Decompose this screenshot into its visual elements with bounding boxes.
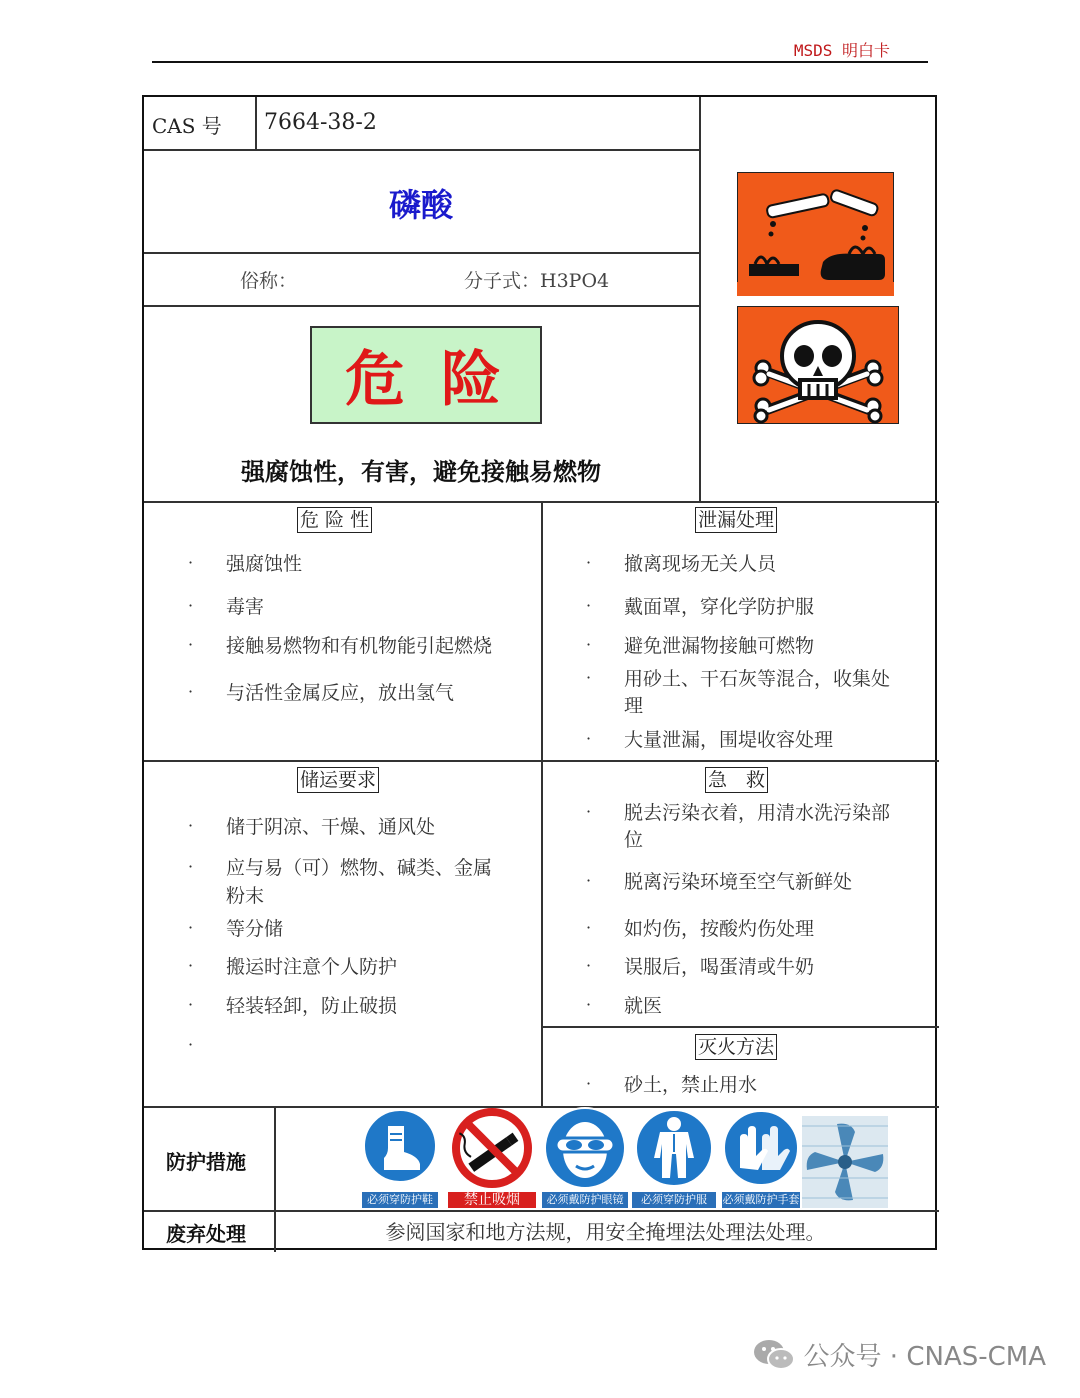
- list-item-continuation: 位: [624, 829, 644, 851]
- formula-label: 分子式：H3PO4: [464, 270, 610, 292]
- list-item: 轻装轻卸，防止破损: [226, 995, 398, 1017]
- divider: [541, 1026, 939, 1028]
- storage-section-title: 储运要求: [297, 767, 379, 793]
- divider: [144, 305, 700, 307]
- list-item: 砂土，禁止用水: [624, 1074, 758, 1096]
- divider: [541, 501, 543, 1107]
- firstaid-section-title: 急 救: [705, 767, 768, 793]
- bullet: ·: [586, 802, 592, 821]
- bullet: ·: [586, 995, 592, 1014]
- list-item: 接触易燃物和有机物能引起燃烧: [226, 635, 493, 657]
- toxic-skull-pictogram-icon: [737, 306, 899, 424]
- protection-label: 防护措施: [166, 1150, 246, 1174]
- corrosive-pictogram-icon: [737, 172, 894, 296]
- watermark-text: 公众号 · CNAS-CMA: [803, 1342, 1046, 1372]
- divider: [144, 252, 700, 254]
- list-item: 大量泄漏，围堤收容处理: [624, 729, 834, 751]
- list-item: 脱去污染衣着，用清水洗污染部: [624, 802, 891, 824]
- list-item: 等分储: [226, 918, 284, 940]
- divider: [144, 1210, 939, 1212]
- icon-caption: 必须戴防护眼镜: [542, 1192, 628, 1208]
- list-item: 戴面罩，穿化学防护服: [624, 596, 815, 618]
- ventilation-fan-icon: [802, 1116, 888, 1208]
- list-item: 应与易（可）燃物、碱类、金属: [226, 857, 493, 879]
- no-smoking-icon: [448, 1108, 536, 1208]
- bullet: ·: [586, 871, 592, 890]
- bullet: ·: [188, 596, 194, 615]
- divider: [144, 760, 939, 762]
- alias-label: 俗称：: [240, 270, 298, 292]
- fire-section-title: 灭火方法: [695, 1034, 777, 1060]
- bullet: ·: [188, 1035, 194, 1054]
- goggles-icon: [542, 1106, 628, 1208]
- bullet: ·: [586, 956, 592, 975]
- list-item: 脱离污染环境至空气新鲜处: [624, 871, 853, 893]
- list-item: 与活性金属反应，放出氢气: [226, 682, 455, 704]
- bullet: ·: [586, 553, 592, 572]
- header-divider: [152, 61, 928, 63]
- list-item: 储于阴凉、干燥、通风处: [226, 816, 436, 838]
- list-item: 用砂土、干石灰等混合，收集处: [624, 668, 891, 690]
- divider: [699, 97, 701, 501]
- disposal-label: 废弃处理: [166, 1222, 246, 1246]
- danger-signal-word: 危险: [310, 326, 542, 424]
- boots-icon: [362, 1108, 438, 1208]
- bullet: ·: [188, 857, 194, 876]
- icon-caption: 必须戴防护手套: [722, 1193, 800, 1206]
- bullet: ·: [586, 596, 592, 615]
- icon-caption: 必须穿防护鞋: [362, 1192, 438, 1208]
- bullet: ·: [586, 729, 592, 748]
- bullet: ·: [188, 553, 194, 572]
- bullet: ·: [188, 682, 194, 701]
- divider: [144, 149, 700, 151]
- list-item: 就医: [624, 995, 663, 1017]
- list-item: 搬运时注意个人防护: [226, 956, 398, 978]
- icon-caption: 禁止吸烟: [448, 1192, 536, 1208]
- protective-suit-icon: [632, 1108, 716, 1208]
- list-item: 如灼伤，按酸灼伤处理: [624, 918, 815, 940]
- list-item-continuation: 粉末: [226, 885, 265, 907]
- list-item-continuation: 理: [624, 695, 644, 717]
- leak-section-title: 泄漏处理: [695, 507, 777, 533]
- watermark: [752, 1336, 1046, 1373]
- bullet: ·: [586, 1074, 592, 1093]
- hazards-section-title: 危 险 性: [297, 507, 372, 533]
- list-item: 强腐蚀性: [226, 553, 303, 575]
- cas-number: 7664-38-2: [264, 110, 377, 135]
- list-item: 误服后，喝蛋清或牛奶: [624, 956, 815, 978]
- list-item: 毒害: [226, 596, 265, 618]
- document-header-title: MSDS 明白卡: [793, 41, 890, 60]
- icon-caption: 必须穿防护服: [632, 1192, 716, 1208]
- hazard-summary: 强腐蚀性，有害，避免接触易燃物: [241, 458, 601, 486]
- bullet: ·: [188, 816, 194, 835]
- list-item: 撤离现场无关人员: [624, 553, 777, 575]
- bullet: ·: [586, 668, 592, 687]
- bullet: ·: [586, 635, 592, 654]
- list-item: 避免泄漏物接触可燃物: [624, 635, 815, 657]
- cas-label: CAS 号: [152, 114, 222, 138]
- wechat-icon: [752, 1338, 796, 1372]
- bullet: ·: [586, 918, 592, 937]
- gloves-icon: [722, 1108, 800, 1208]
- chemical-name: 磷酸: [388, 186, 453, 224]
- disposal-text: 参阅国家和地方法规，用安全掩埋法处理法处理。: [385, 1220, 826, 1244]
- divider: [255, 97, 257, 149]
- bullet: ·: [188, 635, 194, 654]
- bullet: ·: [188, 995, 194, 1014]
- bullet: ·: [188, 918, 194, 937]
- bullet: ·: [188, 956, 194, 975]
